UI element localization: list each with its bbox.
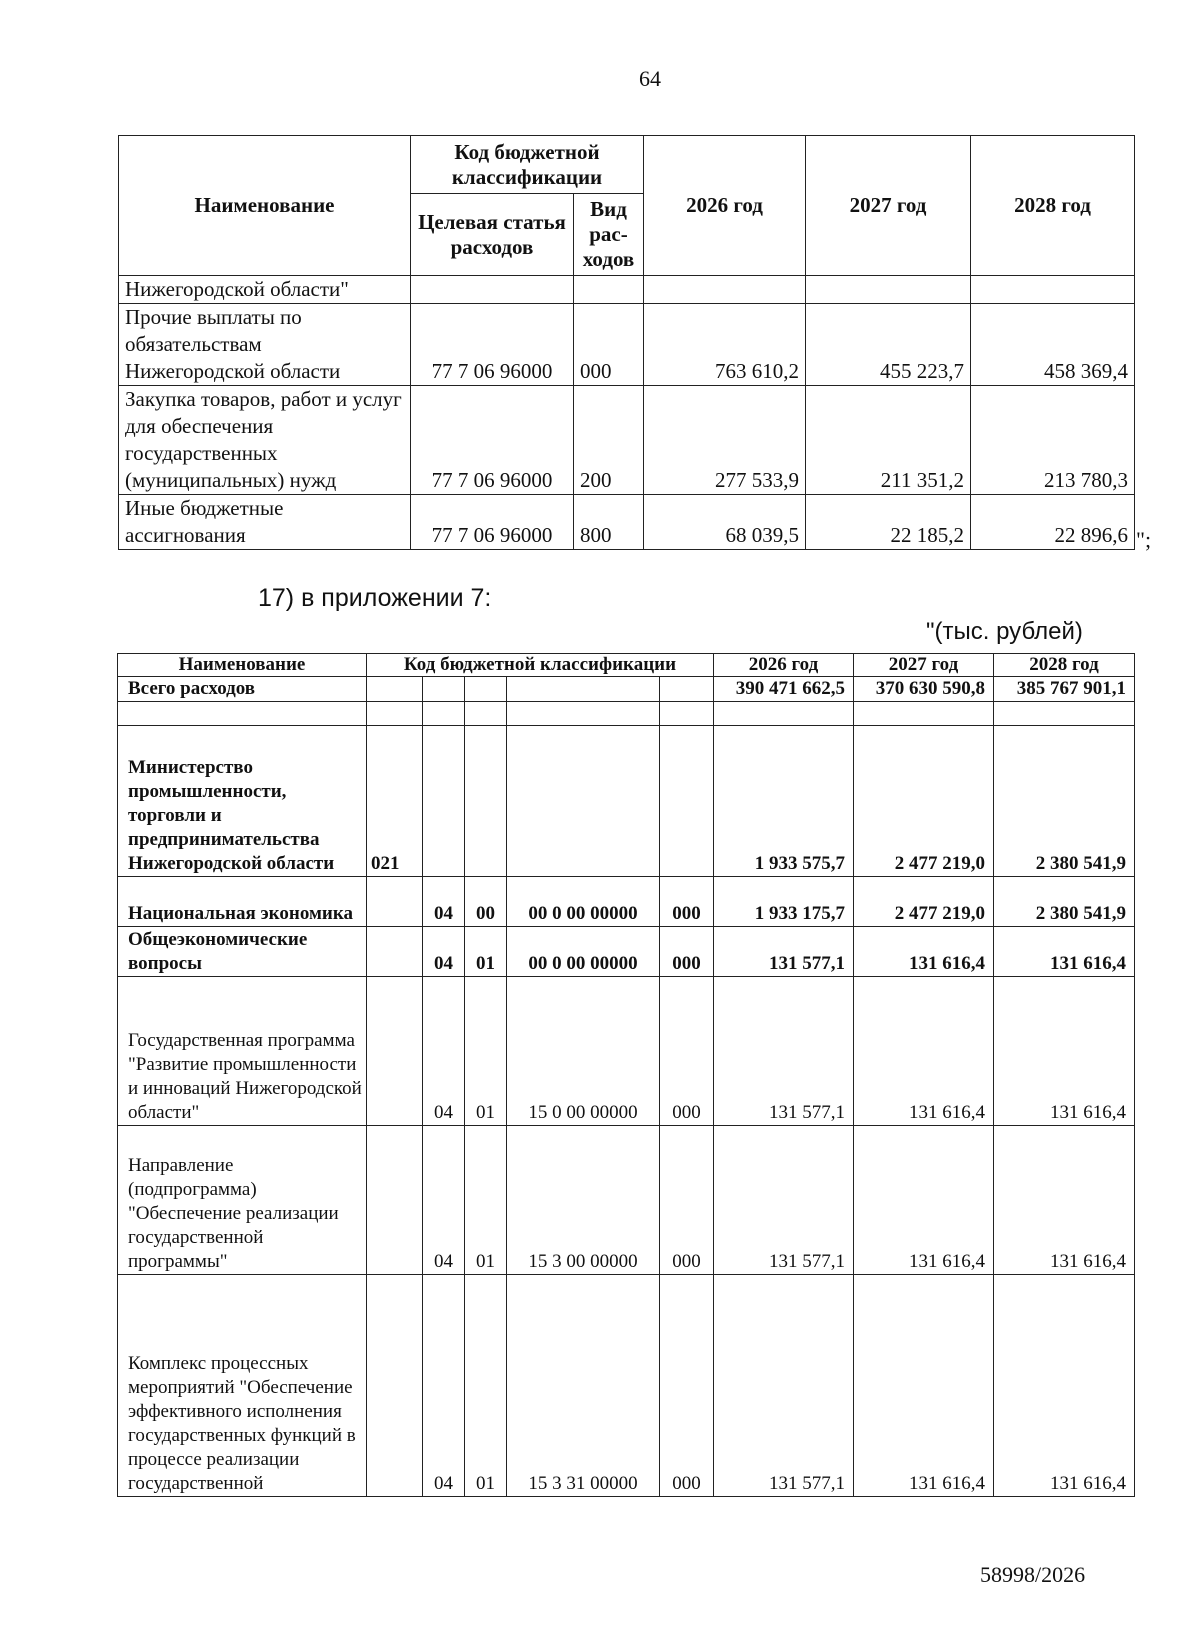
cell-2028: 213 780,3 <box>971 386 1135 495</box>
cell-target: 15 3 31 00000 <box>507 1275 660 1497</box>
cell-type <box>574 276 644 304</box>
cell-section: 04 <box>423 877 465 927</box>
cell-2027: 22 185,2 <box>806 495 971 550</box>
cell-target: 77 7 06 96000 <box>411 386 574 495</box>
header-2026: 2026 год <box>714 654 854 677</box>
cell-section: 04 <box>423 1275 465 1497</box>
header-name: Наименование <box>119 136 411 276</box>
cell-2027 <box>854 702 994 726</box>
cell-2026: 763 610,2 <box>644 304 806 386</box>
cell-2026: 131 577,1 <box>714 1126 854 1275</box>
cell-2028: 131 616,4 <box>994 1126 1135 1275</box>
cell-target: 15 0 00 00000 <box>507 977 660 1126</box>
cell-type: 000 <box>660 977 714 1126</box>
table-row <box>119 276 1135 304</box>
cell-2026 <box>644 276 806 304</box>
cell-subsection: 00 <box>465 877 507 927</box>
cell-2028: 385 767 901,1 <box>994 677 1135 702</box>
cell-name: Государственная программа "Развитие промышленности и инноваций Нижегородской области" <box>118 977 367 1126</box>
cell-section: 04 <box>423 1126 465 1275</box>
cell-type: 000 <box>660 927 714 977</box>
cell-ministry-code <box>367 1275 423 1497</box>
cell-2028: 131 616,4 <box>994 1275 1135 1497</box>
header-code-group: Код бюджетной классификации <box>367 654 714 677</box>
cell-2026: 131 577,1 <box>714 927 854 977</box>
cell-2028: 2 380 541,9 <box>994 877 1135 927</box>
cell-2027 <box>806 276 971 304</box>
header-2027: 2027 год <box>806 136 971 276</box>
cell-type: 000 <box>660 1126 714 1275</box>
table-row <box>119 495 1135 550</box>
cell-type: 000 <box>574 304 644 386</box>
cell-section <box>423 726 465 877</box>
cell-name: Всего расходов <box>118 677 367 702</box>
cell-subsection: 01 <box>465 1126 507 1275</box>
cell-ministry-code <box>367 1126 423 1275</box>
cell-subsection: 01 <box>465 1275 507 1497</box>
cell-2026: 131 577,1 <box>714 1275 854 1497</box>
cell-2027: 131 616,4 <box>854 1126 994 1275</box>
cell-ministry-code <box>367 677 423 702</box>
cell-target <box>507 677 660 702</box>
cell-2027: 455 223,7 <box>806 304 971 386</box>
cell-target <box>507 726 660 877</box>
cell-2027: 131 616,4 <box>854 1275 994 1497</box>
table-row <box>118 977 1135 1126</box>
cell-name: Комплекс процессных мероприятий "Обеспечение эффективного исполнения государственных функций в процессе реализации государственной <box>118 1275 367 1497</box>
table-row-empty <box>118 702 1135 726</box>
cell-subsection: 01 <box>465 977 507 1126</box>
expenditure-table-appendix-7 <box>117 653 1135 1497</box>
closing-quote-mark: "; <box>1136 527 1152 552</box>
table-row <box>118 1275 1135 1497</box>
cell-2028: 22 896,6 <box>971 495 1135 550</box>
cell-ministry-code <box>367 702 423 726</box>
cell-name: Нижегородской области" <box>119 276 411 304</box>
cell-ministry-code <box>367 977 423 1126</box>
cell-target: 77 7 06 96000 <box>411 304 574 386</box>
cell-2026: 131 577,1 <box>714 977 854 1126</box>
cell-name: Направление (подпрограмма) "Обеспечение реализации государственной программы" <box>118 1126 367 1275</box>
cell-target <box>411 276 574 304</box>
cell-type: 000 <box>660 877 714 927</box>
header-2027: 2027 год <box>854 654 994 677</box>
table-row-total <box>118 677 1135 702</box>
cell-subsection <box>465 726 507 877</box>
cell-target <box>507 702 660 726</box>
header-expense-type: Вид рас-ходов <box>574 194 644 276</box>
cell-2028 <box>994 702 1135 726</box>
header-2026: 2026 год <box>644 136 806 276</box>
cell-type: 800 <box>574 495 644 550</box>
cell-2028: 131 616,4 <box>994 927 1135 977</box>
table-row <box>118 1126 1135 1275</box>
cell-name: Иные бюджетные ассигнования <box>119 495 411 550</box>
cell-type <box>660 677 714 702</box>
cell-name: Министерство промышленности, торговли и предпринимательства Нижегородской области <box>118 726 367 877</box>
header-2028: 2028 год <box>971 136 1135 276</box>
cell-name <box>118 702 367 726</box>
cell-2026: 1 933 575,7 <box>714 726 854 877</box>
cell-2027: 2 477 219,0 <box>854 726 994 877</box>
cell-subsection <box>465 677 507 702</box>
section-heading: 17) в приложении 7: <box>258 584 492 612</box>
cell-2026: 1 933 175,7 <box>714 877 854 927</box>
cell-target: 00 0 00 00000 <box>507 927 660 977</box>
header-code-group: Код бюджетной классификации <box>411 136 644 194</box>
cell-ministry-code <box>367 877 423 927</box>
expenditure-table-continued <box>118 135 1135 550</box>
cell-type: 200 <box>574 386 644 495</box>
cell-subsection <box>465 702 507 726</box>
cell-subsection: 01 <box>465 927 507 977</box>
cell-name: Закупка товаров, работ и услуг для обеспечения государственных (муниципальных) нужд <box>119 386 411 495</box>
page-number: 64 <box>639 66 661 91</box>
table-row <box>118 877 1135 927</box>
cell-name: Общеэкономические вопросы <box>118 927 367 977</box>
cell-type <box>660 702 714 726</box>
table-row <box>118 927 1135 977</box>
cell-ministry-code: 021 <box>367 726 423 877</box>
cell-section <box>423 677 465 702</box>
table-row <box>118 726 1135 877</box>
cell-2027: 370 630 590,8 <box>854 677 994 702</box>
cell-type <box>660 726 714 877</box>
cell-2026 <box>714 702 854 726</box>
cell-ministry-code <box>367 927 423 977</box>
table-row <box>119 304 1135 386</box>
cell-2027: 2 477 219,0 <box>854 877 994 927</box>
cell-section <box>423 702 465 726</box>
document-code: 58998/2026 <box>980 1562 1086 1587</box>
cell-target: 15 3 00 00000 <box>507 1126 660 1275</box>
cell-name: Прочие выплаты по обязательствам Нижегородской области <box>119 304 411 386</box>
cell-section: 04 <box>423 927 465 977</box>
cell-2026: 390 471 662,5 <box>714 677 854 702</box>
cell-type: 000 <box>660 1275 714 1497</box>
table-row <box>119 386 1135 495</box>
cell-2028: 2 380 541,9 <box>994 726 1135 877</box>
cell-2026: 68 039,5 <box>644 495 806 550</box>
cell-2027: 131 616,4 <box>854 977 994 1126</box>
header-target-article: Целевая статья расходов <box>411 194 574 276</box>
cell-2027: 131 616,4 <box>854 927 994 977</box>
header-name: Наименование <box>118 654 367 677</box>
cell-2028: 131 616,4 <box>994 977 1135 1126</box>
cell-section: 04 <box>423 977 465 1126</box>
cell-target: 77 7 06 96000 <box>411 495 574 550</box>
cell-2028: 458 369,4 <box>971 304 1135 386</box>
units-label: "(тыс. рублей) <box>926 618 1083 645</box>
cell-2028 <box>971 276 1135 304</box>
header-2028: 2028 год <box>994 654 1135 677</box>
cell-2026: 277 533,9 <box>644 386 806 495</box>
cell-name: Национальная экономика <box>118 877 367 927</box>
cell-target: 00 0 00 00000 <box>507 877 660 927</box>
cell-2027: 211 351,2 <box>806 386 971 495</box>
